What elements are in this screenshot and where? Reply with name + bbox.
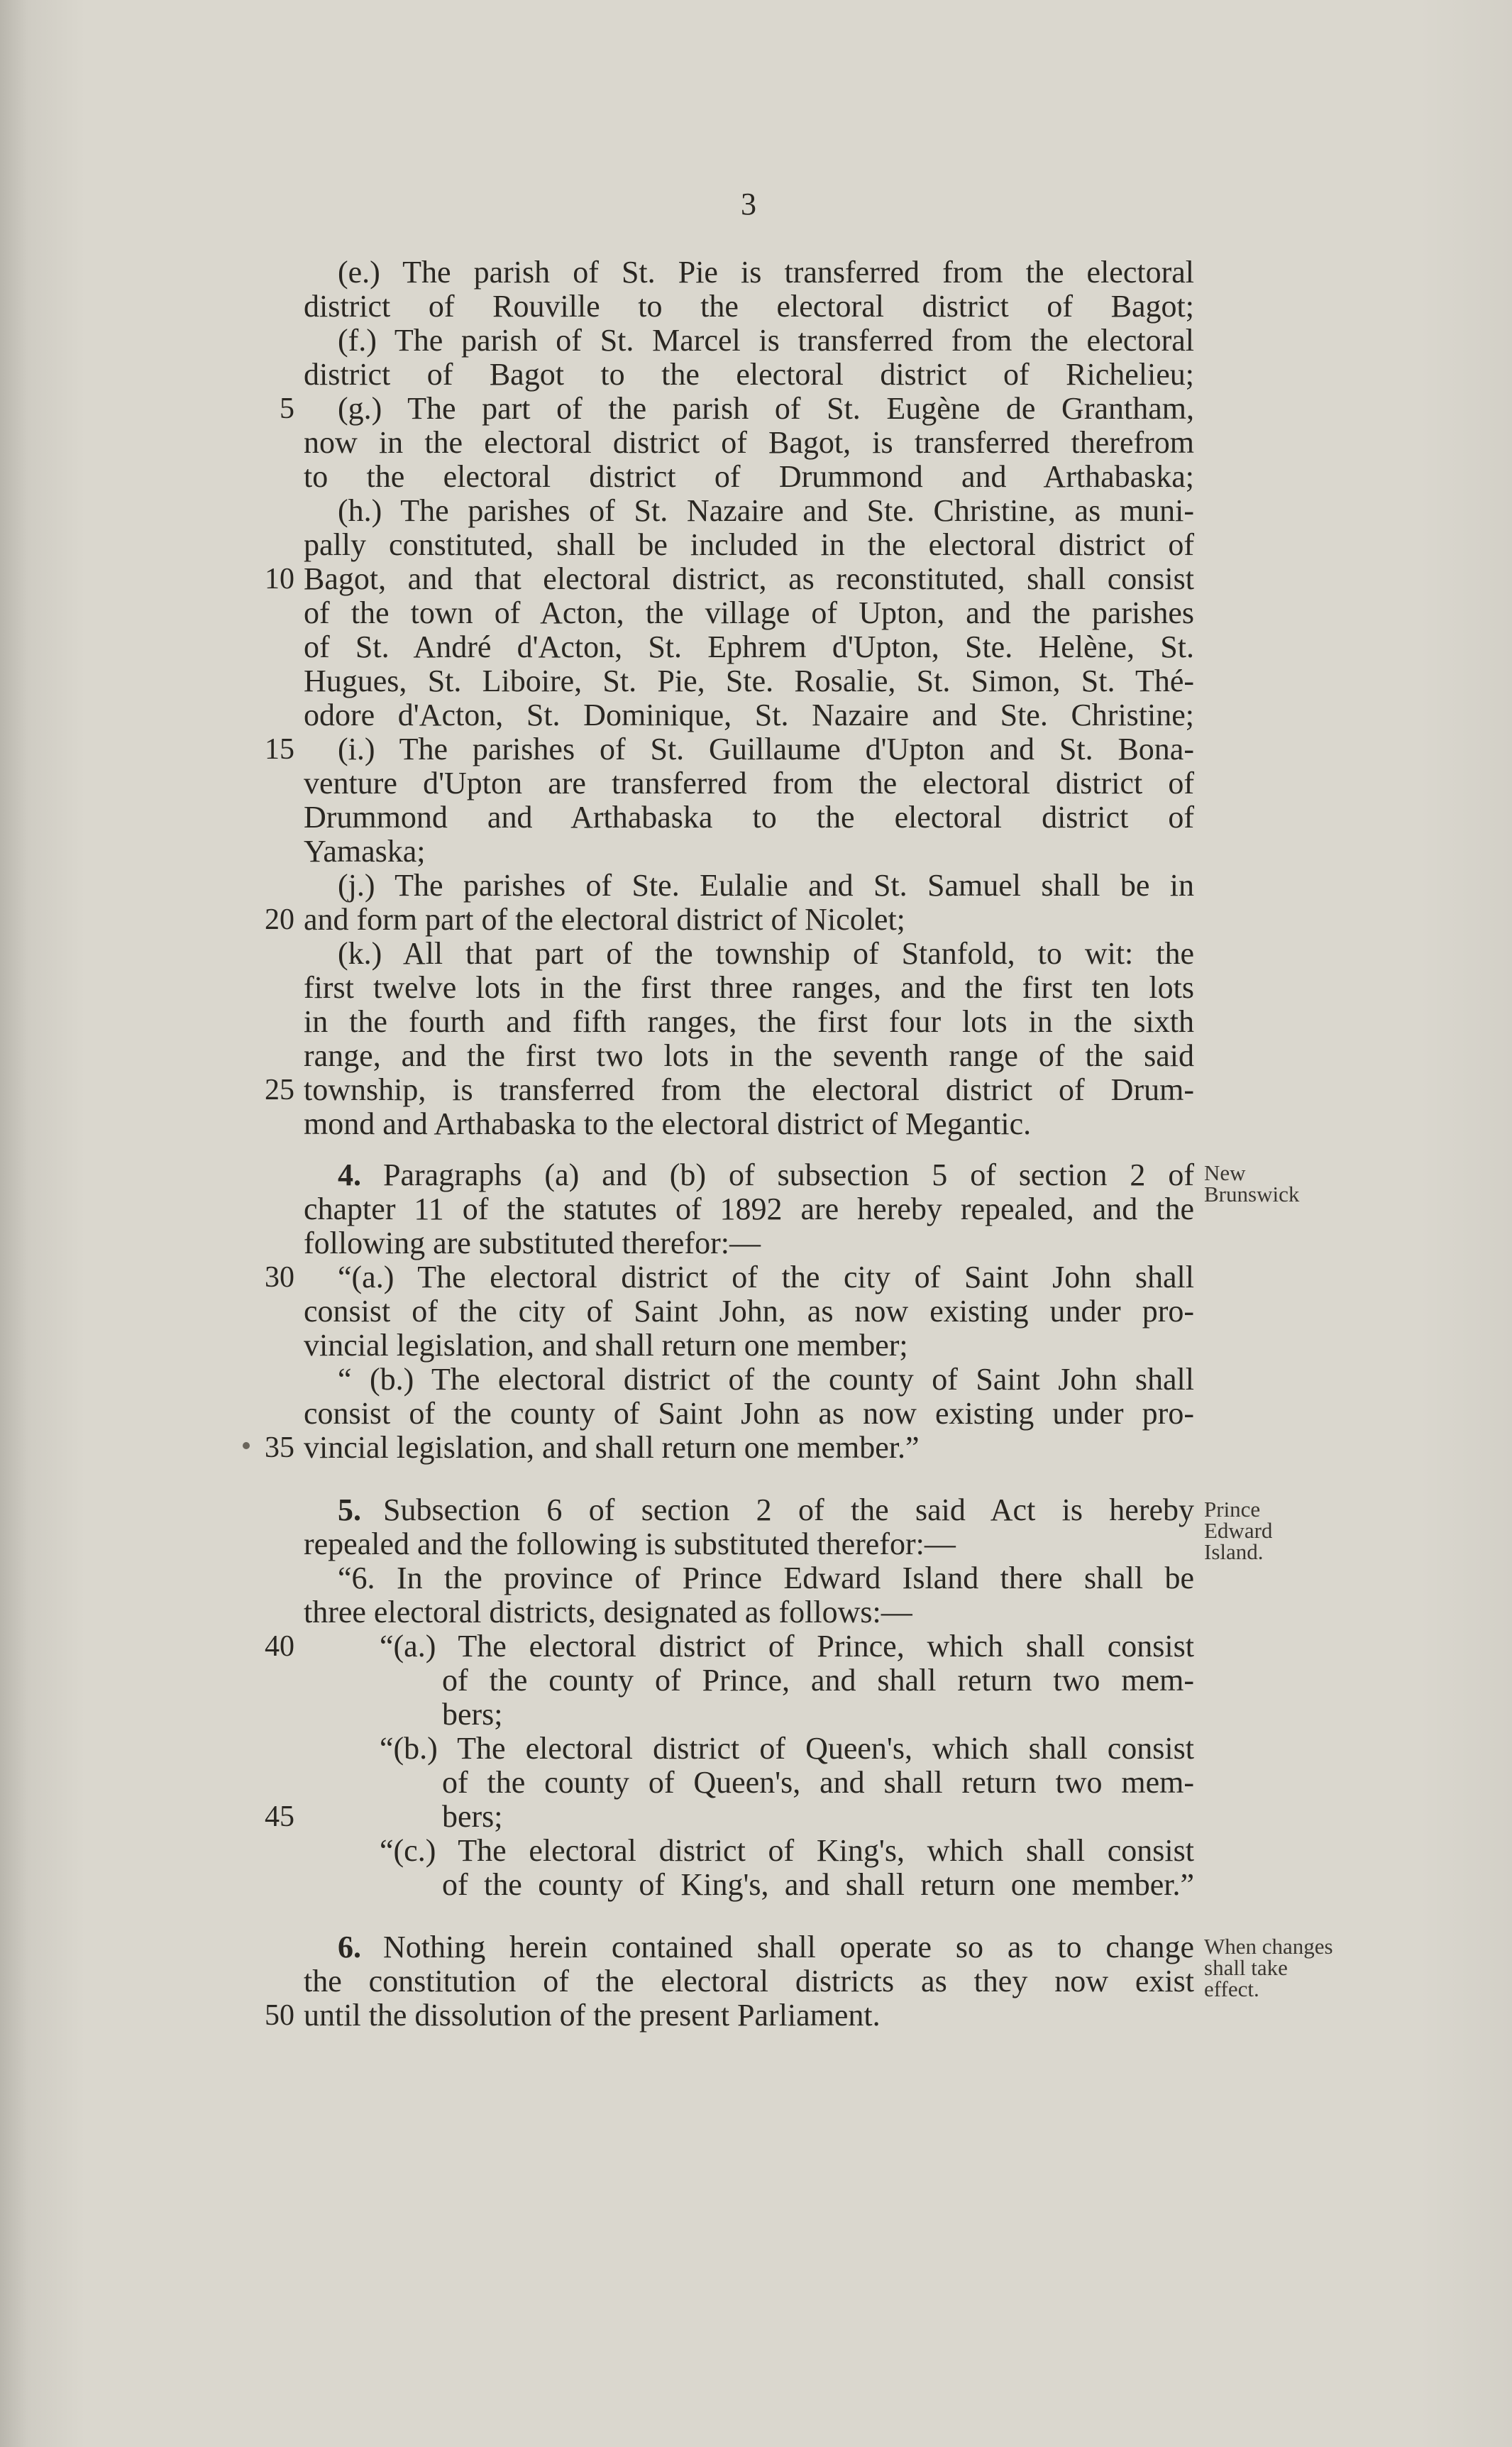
text-line: (j.) The parishes of Ste. Eulalie and St. Samuel shall be in — [338, 868, 1194, 903]
margin-note-line: shall take — [1204, 1955, 1288, 1980]
page-number: 3 — [741, 187, 756, 221]
line-number: 15 — [265, 733, 294, 766]
text-line: to the electoral district of Drummond and Arthabaska; — [304, 459, 1194, 494]
margin-note-line: Island. — [1204, 1539, 1264, 1564]
text-line: (g.) The part of the parish of St. Eugène de Grantham, — [338, 391, 1194, 426]
text-line: chapter 11 of the statutes of 1892 are hereby repealed, and the — [304, 1192, 1194, 1226]
text-line: “6. In the province of Prince Edward Island there shall be — [338, 1561, 1194, 1595]
text-line: of St. André d'Acton, St. Ephrem d'Upton, Ste. Helène, St. — [304, 629, 1194, 664]
text-line: “(a.) The electoral district of Prince, which shall consist — [380, 1629, 1194, 1664]
text-line: district of Rouville to the electoral district of Bagot; — [304, 289, 1194, 324]
text-line: repealed and the following is substituted therefor:— — [304, 1527, 956, 1561]
text-line: Subsection 6 of section 2 of the said Act is hereby — [383, 1492, 1194, 1527]
text-line: venture d'Upton are transferred from the electoral district of — [304, 766, 1194, 801]
text-line: Yamaska; — [304, 834, 426, 869]
text-line: odore d'Acton, St. Dominique, St. Nazaire and Ste. Christine; — [304, 698, 1194, 732]
text-line: district of Bagot to the electoral district of Richelieu; — [304, 357, 1194, 392]
line-number: 40 — [265, 1630, 294, 1663]
text-line: of the town of Acton, the village of Upton, and the parishes — [304, 595, 1194, 630]
text-line: and form part of the electoral district of Nicolet; — [304, 902, 905, 937]
text-line: Nothing herein contained shall operate so as to change — [383, 1930, 1194, 1964]
line-number: 35 — [265, 1431, 294, 1464]
ink-spot — [243, 1442, 250, 1449]
margin-note-prince-edward-island — [1204, 1499, 1272, 1563]
text-line: until the dissolution of the present Parliament. — [304, 1998, 881, 2033]
text-line: consist of the city of Saint John, as now existing under pro- — [304, 1294, 1194, 1329]
text-line: “ (b.) The electoral district of the county of Saint John shall — [338, 1362, 1194, 1397]
section-number: 5. — [338, 1492, 361, 1527]
line-number: 45 — [265, 1800, 294, 1833]
line-number: 20 — [265, 903, 294, 936]
text-line: range, and the first two lots in the seventh range of the said — [304, 1038, 1194, 1073]
margin-note-line: When changes — [1204, 1934, 1333, 1959]
margin-note-line: Edward — [1204, 1518, 1273, 1543]
line-number: 50 — [265, 1999, 294, 2032]
text-line: the constitution of the electoral districts as they now exist — [304, 1964, 1194, 1998]
section-number: 4. — [338, 1157, 361, 1192]
text-line: Paragraphs (a) and (b) of subsection 5 of section 2 of — [383, 1157, 1194, 1192]
text-line: vincial legislation, and shall return one member.” — [304, 1430, 920, 1465]
text-line: (e.) The parish of St. Pie is transferred from the electoral — [338, 255, 1194, 290]
text-line: Bagot, and that electoral district, as reconstituted, shall consist — [304, 561, 1194, 596]
text-line: bers; — [442, 1697, 503, 1732]
text-line: first twelve lots in the first three ranges, and the first ten lots — [304, 970, 1194, 1005]
line-number: 30 — [265, 1261, 294, 1294]
text-line: following are substituted therefor:— — [304, 1226, 761, 1260]
text-line: now in the electoral district of Bagot, is transferred therefrom — [304, 425, 1194, 460]
text-line: (h.) The parishes of St. Nazaire and Ste. Christine, as muni- — [338, 493, 1194, 528]
margin-note-when-changes-take-effect — [1204, 1936, 1333, 2000]
text-line: Drummond and Arthabaska to the electoral district of — [304, 800, 1194, 835]
text-line: mond and Arthabaska to the electoral district of Megantic. — [304, 1106, 1032, 1141]
margin-note-line: Prince — [1204, 1497, 1261, 1522]
text-line: vincial legislation, and shall return one member; — [304, 1328, 908, 1363]
text-line: three electoral districts, designated as follows:— — [304, 1595, 912, 1629]
text-line: “(b.) The electoral district of Queen's, which shall consist — [380, 1731, 1194, 1766]
text-line: of the county of Prince, and shall return two mem- — [442, 1663, 1194, 1698]
text-line: in the fourth and fifth ranges, the first four lots in the sixth — [304, 1004, 1194, 1039]
section-number: 6. — [338, 1930, 361, 1964]
text-line: of the county of Queen's, and shall return two mem- — [442, 1765, 1194, 1800]
text-line: Hugues, St. Liboire, St. Pie, Ste. Rosalie, St. Simon, St. Thé- — [304, 664, 1194, 698]
text-line: (k.) All that part of the township of Stanfold, to wit: the — [338, 936, 1194, 971]
text-line: (i.) The parishes of St. Guillaume d'Upton and St. Bona- — [338, 732, 1194, 766]
text-line: consist of the county of Saint John as now existing under pro- — [304, 1396, 1194, 1431]
text-line: “(c.) The electoral district of King's, which shall consist — [380, 1833, 1194, 1868]
text-line: township, is transferred from the electoral district of Drum- — [304, 1072, 1194, 1107]
margin-note-line: effect. — [1204, 1976, 1259, 2001]
text-line: (f.) The parish of St. Marcel is transferred from the electoral — [338, 323, 1194, 358]
text-line: bers; — [442, 1799, 503, 1834]
text-line: “(a.) The electoral district of the city of Saint John shall — [338, 1260, 1194, 1294]
text-line: of the county of King's, and shall return one member.” — [442, 1867, 1194, 1902]
line-number: 25 — [265, 1074, 294, 1106]
line-number: 5 — [280, 392, 294, 425]
margin-note-new-brunswick: New Brunswick — [1204, 1160, 1300, 1206]
text-line: pally constituted, shall be included in the electoral district of — [304, 527, 1194, 562]
line-number: 10 — [265, 563, 294, 595]
